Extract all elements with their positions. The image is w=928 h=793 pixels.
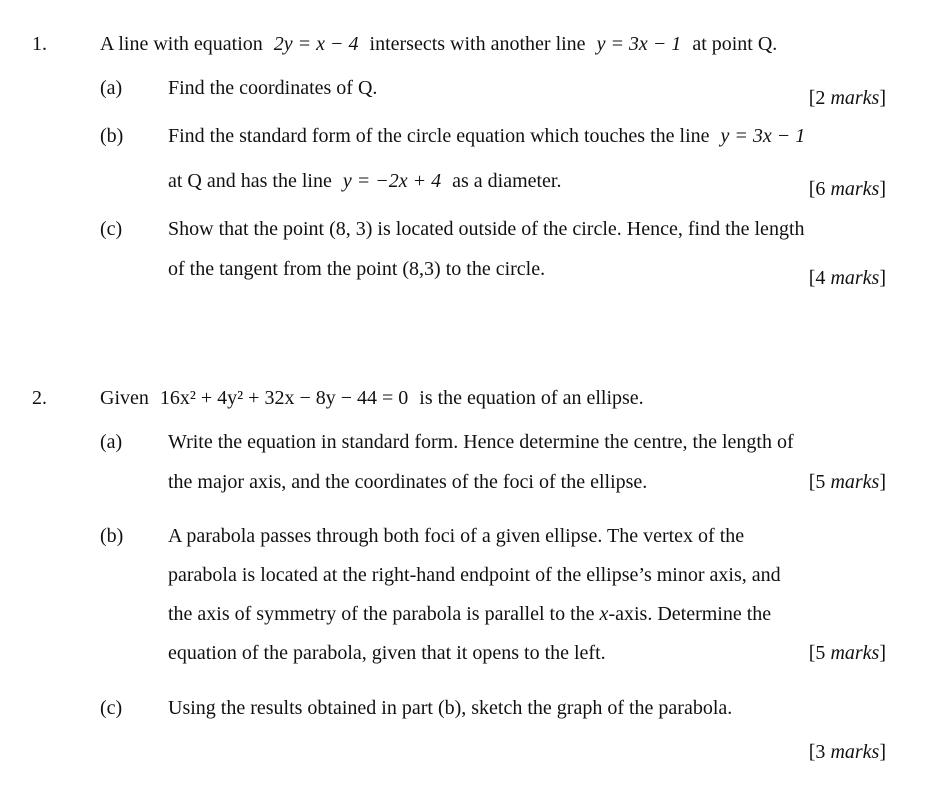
q2c-marks-word: marks (830, 741, 880, 763)
q2b-line-4: equation of the parabola, given that it opens to the left. (168, 642, 606, 664)
q2b-marks (809, 641, 886, 665)
q2b-line-1: A parabola passes through both foci of a given ellipse. The vertex of the (168, 525, 745, 547)
q1c-line-1: Show that the point (8, 3) is located outside of the circle. Hence, find the length (168, 218, 805, 240)
q2b-line-3-text-b: -axis. Determine the (608, 603, 772, 625)
q1-stem-text-a: A line with equation (100, 33, 263, 55)
q2b-marks-close: ] (879, 642, 886, 664)
q1-stem-text-c: at point Q. (692, 33, 778, 55)
q1-equation-2: y = 3x − 1 (596, 33, 682, 55)
q2a-line-1: Write the equation in standard form. Hence determine the centre, the length of (168, 431, 794, 453)
q1a-marks-open: [2 (808, 87, 831, 109)
q2-equation-text: 16x² + 4y² + 32x − 8y − 44 = 0 (159, 387, 409, 409)
q1b-equation-2: y = −2x + 4 (342, 170, 442, 192)
q1-equation-1: 2y = x − 4 (273, 33, 359, 55)
q1b-line-2 (168, 169, 562, 193)
q2b-line-3-variable: x (599, 603, 609, 625)
q2c-marks-close: ] (879, 741, 886, 763)
q1-stem-text-b: intersects with another line (369, 33, 586, 55)
q2a-label: (a) (100, 431, 123, 453)
q1c-marks-close: ] (879, 267, 886, 289)
q1b-marks-close: ] (879, 178, 886, 200)
q1b-line-1 (168, 124, 805, 148)
q2a-marks-open: [5 (808, 471, 831, 493)
q2a-marks (809, 470, 886, 494)
q2b-line-3 (168, 602, 771, 626)
q1a-label: (a) (100, 77, 123, 99)
q2b-marks-word: marks (830, 642, 880, 664)
q1a-marks-close: ] (879, 87, 886, 109)
q1-number: 1. (32, 33, 47, 55)
q2-stem-text-a: Given (100, 387, 149, 409)
q2c-marks (809, 740, 886, 764)
q1c-line-2: of the tangent from the point (8,3) to the circle. (168, 258, 546, 280)
q1b-line-1-text: Find the standard form of the circle equation which touches the line (168, 125, 710, 147)
q1b-label: (b) (100, 125, 124, 147)
q1-stem (100, 32, 777, 56)
q2a-marks-close: ] (879, 471, 886, 493)
q2-number: 2. (32, 387, 47, 409)
q2-stem-text-b: is the equation of an ellipse. (419, 387, 644, 409)
q1b-equation-1: y = 3x − 1 (720, 125, 806, 147)
q2b-marks-open: [5 (808, 642, 831, 664)
q2b-label: (b) (100, 525, 124, 547)
q2-stem (100, 386, 644, 410)
q2c-marks-open: [3 (808, 741, 831, 763)
q2c-label: (c) (100, 697, 123, 719)
q2a-line-2: the major axis, and the coordinates of the foci of the ellipse. (168, 471, 648, 493)
q2b-line-2: parabola is located at the right-hand endpoint of the ellipse’s minor axis, and (168, 564, 781, 586)
q1c-label: (c) (100, 218, 123, 240)
q1a-marks-word: marks (830, 87, 880, 109)
q1b-marks-word: marks (830, 178, 880, 200)
q1c-marks-open: [4 (808, 267, 831, 289)
q1a-text: Find the coordinates of Q. (168, 77, 378, 99)
q1c-marks-word: marks (830, 267, 880, 289)
q1a-marks (809, 86, 886, 110)
q2c-text: Using the results obtained in part (b), sketch the graph of the parabola. (168, 697, 733, 719)
q1b-marks (809, 177, 886, 201)
q2b-line-3-text-a: the axis of symmetry of the parabola is parallel to the (168, 603, 600, 625)
q1b-marks-open: [6 (808, 178, 831, 200)
q1c-marks (809, 266, 886, 290)
q1b-line-2-text-a: at Q and has the line (168, 170, 332, 192)
q2a-marks-word: marks (830, 471, 880, 493)
q1b-line-2-text-b: as a diameter. (452, 170, 562, 192)
q2-equation (160, 387, 408, 409)
